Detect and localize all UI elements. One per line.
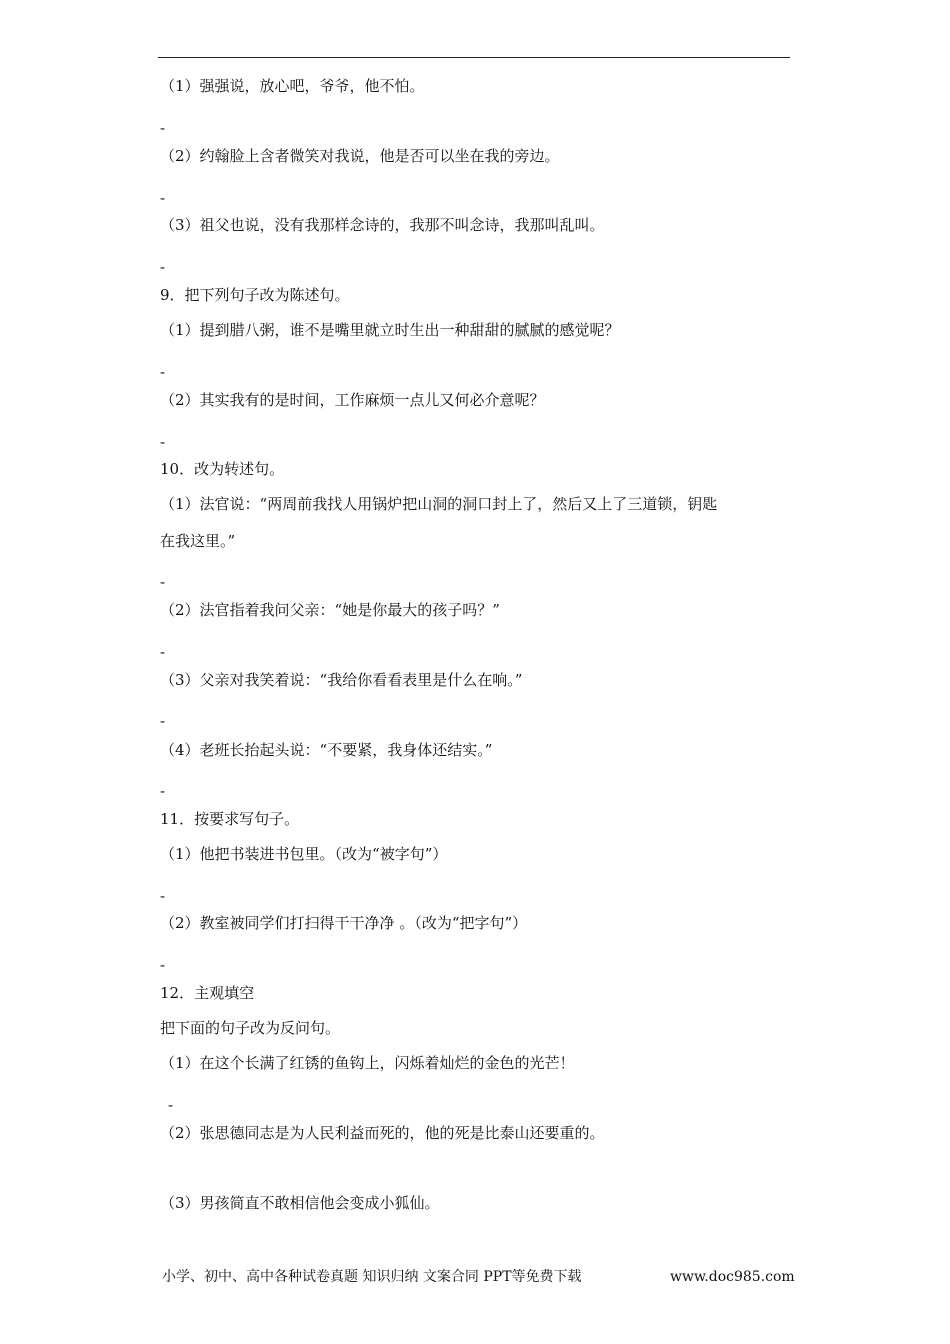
q9-title: 9．把下列句子改为陈述句。 [160,286,350,304]
footer-promo-text: 小学、初中、高中各种试卷真题 知识归纳 文案合同 PPT等免费下载 [162,1269,582,1285]
q11-item-1: （1）他把书装进书包里。（改为“被字句”） [160,845,448,863]
answer-blank: - [160,643,166,661]
q12-item-1: （1）在这个长满了红锈的鱼钩上，闪烁着灿烂的金色的光芒！ [160,1054,575,1072]
q10-item-2: （2）法官指着我问父亲：“她是你最大的孩子吗？” [160,601,500,619]
q12-title: 12．主观填空 [160,984,255,1002]
answer-blank: - [160,119,166,137]
footer-website: www.doc985.com [670,1269,795,1285]
answer-blank: - [160,573,166,591]
answer-blank: - [160,782,166,800]
q12-instruction: 把下面的句子改为反问句。 [160,1019,341,1037]
q12-item-3: （3）男孩简直不敢相信他会变成小狐仙。 [160,1194,440,1212]
q10-item-1-line-1: （1）法官说：“两周前我找人用锅炉把山洞的洞口封上了，然后又上了三道锁，钥匙 [160,495,718,513]
answer-blank: - [160,363,166,381]
q10-item-3: （3）父亲对我笑着说：“我给你看看表里是什么在响。” [160,671,523,689]
q8-item-1: （1）强强说，放心吧，爷爷，他不怕。 [160,77,425,95]
q11-title: 11．按要求写句子。 [160,810,300,828]
answer-blank: - [168,1096,174,1114]
answer-blank: - [160,887,166,905]
q10-item-4: （4）老班长抬起头说：“不要紧，我身体还结实。” [160,741,493,759]
answer-blank: - [160,956,166,974]
q8-item-3: （3）祖父也说，没有我那样念诗的，我那不叫念诗，我那叫乱叫。 [160,216,605,234]
q10-item-1-line-2: 在我这里。” [160,532,236,550]
q11-item-2: （2）教室被同学们打扫得干干净净 。（改为“把字句”） [160,914,528,932]
answer-blank: - [160,712,166,730]
q9-item-2: （2）其实我有的是时间，工作麻烦一点儿又何必介意呢？ [160,391,545,409]
answer-blank: - [160,433,166,451]
answer-blank: - [160,258,166,276]
q10-title: 10．改为转述句。 [160,460,285,478]
q12-item-2: （2）张思德同志是为人民利益而死的，他的死是比泰山还要重的。 [160,1124,605,1142]
answer-blank: - [160,189,166,207]
header-rule [158,57,790,58]
q8-item-2: （2）约翰脸上含者微笑对我说，他是否可以坐在我的旁边。 [160,147,560,165]
q9-item-1: （1）提到腊八粥，谁不是嘴里就立时生出一种甜甜的腻腻的感觉呢？ [160,321,620,339]
